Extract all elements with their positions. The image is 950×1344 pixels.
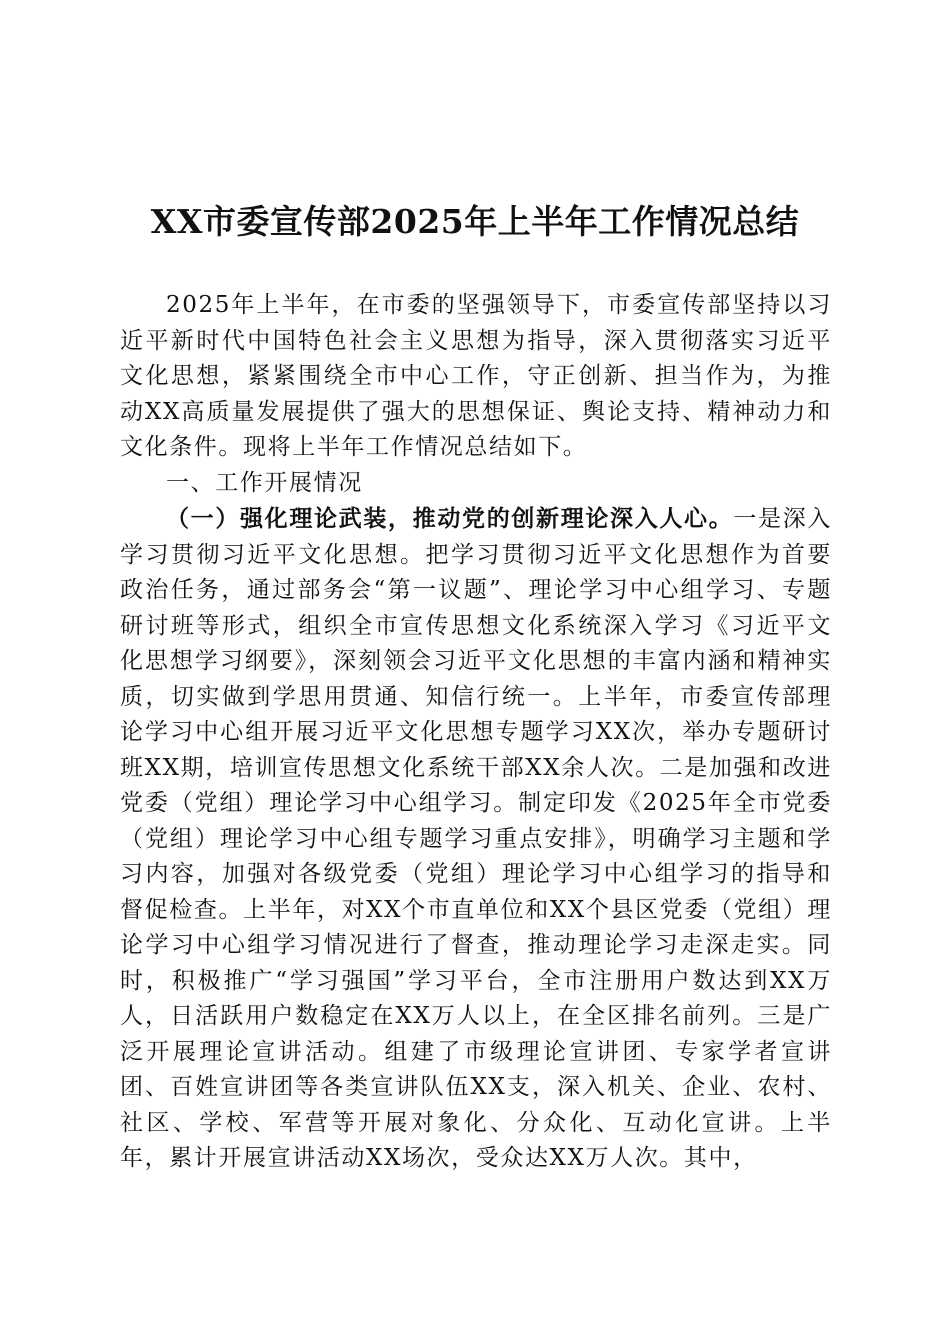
intro-paragraph: 2025年上半年，在市委的坚强领导下，市委宣传部坚持以习近平新时代中国特色社会主义思想为指导，深入贯彻落实习近平文化思想，紧紧围绕全市中心工作，守正创新、担当作为，为推动XX高质量发展提供了强大的思想保证、舆论支持、精神动力和文化条件。现将上半年工作情况总结如下。: [120, 292, 832, 460]
section-heading: 一、工作开展情况: [166, 469, 363, 496]
subsection-body: 一是深入学习贯彻习近平文化思想。把学习贯彻习近平文化思想作为首要政治任务，通过部务会“第一议题”、理论学习中心组学习、专题研讨班等形式，组织全市宣传思想文化系统深入学习《习近平文化思想学习纲要》，深刻领会习近平文化思想的丰富内涵和精神实质，切实做到学思用贯通、知信行统一。上半年，市委宣传部理论学习中心组开展习近平文化思想专题学习XX次，举办专题研讨班XX期，培训宣传思想文化系统干部XX余人次。二是加强和改进党委（党组）理论学习中心组学习。制定印发《2025年全市党委（党组）理论学习中心组专题学习重点安排》，明确学习主题和学习内容，加强对各级党委（党组）理论学习中心组学习的指导和督促检查。上半年，对XX个市直单位和XX个县区党委（党组）理论学习中心组学习情况进行了督查，推动理论学习走深走实。同时，积极推广“学习强国”学习平台，全市注册用户数达到XX万人，日活跃用户数稳定在XX万人以上，在全区排名前列。三是广泛开展理论宣讲活动。组建了市级理论宣讲团、专家学者宣讲团、百姓宣讲团等各类宣讲队伍XX支，深入机关、企业、农村、社区、学校、军营等开展对象化、分众化、互动化宣讲。上半年，累计开展宣讲活动XX场次，受众达XX万人次。其中，: [120, 506, 832, 1171]
document-title: XX市委宣传部2025年上半年工作情况总结: [150, 202, 800, 241]
document-body: [120, 288, 832, 1177]
subsection-paragraph: [120, 501, 832, 1177]
subsection-heading: （一）强化理论武装，推动党的创新理论深入人心。: [166, 505, 734, 532]
